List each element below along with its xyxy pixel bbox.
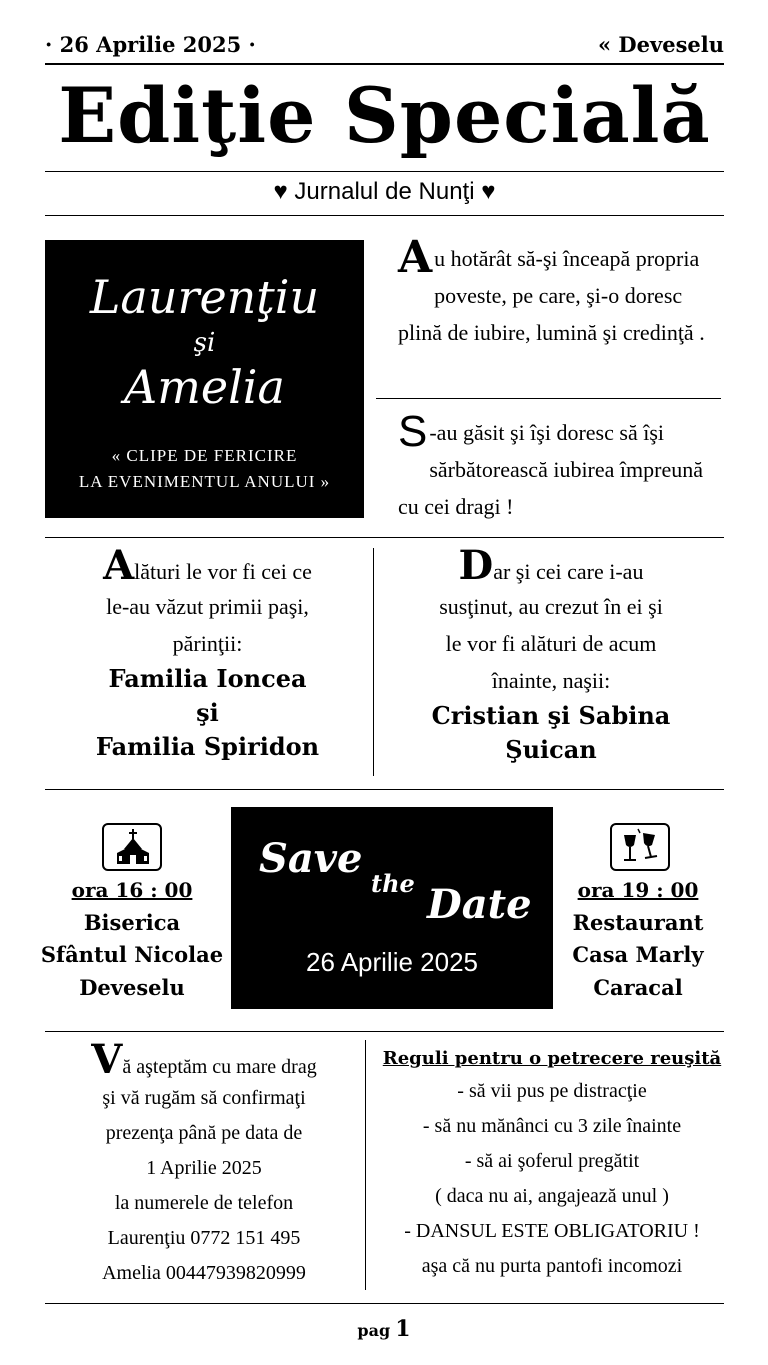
story-text-1: u hotărât să-şi înceapă propria poveste, pe care, şi-o doresc plină de iubire, lumină şi credinţă .: [398, 246, 705, 345]
couple-conjunction: şi: [193, 328, 216, 358]
section-vertical-rule: [373, 548, 374, 776]
rules-item: - să ai şoferul pregătit: [464, 1150, 640, 1172]
church-icon: [102, 823, 162, 871]
story-text-2: -au găsit şi îşi doresc să îşi sărbătorească iubirea împreună cu cei dragi !: [398, 420, 703, 519]
parents-name-2: Familia Spiridon: [95, 732, 320, 761]
rsvp-phone-2: Amelia 00447939820999: [102, 1262, 306, 1284]
couple-box: [45, 240, 364, 518]
save-the-date-box: [231, 807, 553, 1009]
rules-title: Reguli pentru o petrecere reuşită: [382, 1048, 722, 1069]
rules-item: - să nu mănânci cu 3 zile înainte: [422, 1115, 682, 1137]
page-number: [0, 1316, 768, 1342]
drop-cap: S: [398, 407, 428, 456]
section-vertical-rule: [365, 1040, 366, 1290]
rsvp-line-3: prezenţa până pe data de: [105, 1122, 303, 1144]
story-paragraph-2: [398, 407, 718, 525]
restaurant-place-1: Restaurant: [572, 910, 704, 935]
subtitle-rule: [45, 215, 724, 216]
save-the-date-date: 26 Aprilie 2025: [305, 947, 479, 977]
godparents-name-1: Cristian şi Sabina: [431, 701, 671, 730]
rsvp-line-4: 1 Aprilie 2025: [146, 1157, 262, 1179]
wine-glasses-icon: [610, 823, 670, 871]
rules-item: - să vii pus pe distracţie: [457, 1080, 647, 1102]
section-rule-1: [45, 537, 724, 538]
godparents-line-4: înainte, naşii:: [491, 668, 611, 693]
rsvp-line-2: şi vă rugăm să confirmaţi: [102, 1087, 306, 1109]
parents-section: [45, 542, 370, 764]
parents-and: şi: [196, 698, 219, 727]
page-number-value: 1: [395, 1316, 411, 1342]
header-top-rule: [45, 63, 724, 65]
church-place-1: Biserica: [83, 910, 181, 935]
godparents-name-2: Şuican: [505, 735, 597, 764]
page-subtitle: ♥ Jurnalul de Nunţi ♥: [273, 178, 496, 205]
title-rule: [45, 171, 724, 172]
story-paragraph-1: [398, 232, 718, 351]
restaurant-place-2: Casa Marly: [572, 942, 704, 967]
godparents-line-3: le vor fi alături de acum: [445, 631, 657, 656]
couple-name-1: Laurenţiu: [89, 270, 320, 324]
parents-line-3: părinţii:: [172, 631, 243, 656]
drop-cap: D: [458, 542, 494, 589]
rsvp-section: [45, 1036, 363, 1291]
save-word: Save: [259, 835, 363, 882]
rules-section: [372, 1044, 732, 1284]
church-place-3: Deveselu: [79, 975, 185, 1000]
couple-tagline-1: « CLIPE DE FERICIRE: [111, 446, 298, 465]
godparents-line-1: Dar şi cei care i-au: [458, 542, 644, 589]
page-label: pag: [357, 1321, 391, 1340]
couple-tagline-2: LA EVENIMENTUL ANULUI »: [78, 472, 331, 491]
restaurant-place-3: Caracal: [593, 975, 683, 1000]
header-location: « Deveselu: [598, 32, 724, 57]
godparents-section: [378, 542, 724, 767]
rules-item: - DANSUL ESTE OBLIGATORIU !: [404, 1220, 700, 1242]
couple-name-2: Amelia: [124, 360, 285, 414]
rules-item: ( daca nu ai, angajează unul ): [435, 1185, 669, 1207]
church-place-2: Sfântul Nicolae: [40, 942, 224, 967]
date-word: Date: [427, 881, 532, 928]
header-date: · 26 Aprilie 2025 ·: [45, 32, 256, 57]
rules-item: aşa că nu purta pantofi incomozi: [421, 1255, 683, 1277]
restaurant-time: ora 19 : 00: [577, 878, 699, 902]
rsvp-phone-1: Laurenţiu 0772 151 495: [107, 1227, 301, 1249]
the-word: the: [371, 869, 415, 898]
story-divider: [376, 398, 721, 399]
godparents-line-2: susţinut, au crezut în ei şi: [439, 594, 663, 619]
church-time: ora 16 : 00: [71, 878, 193, 902]
section-rule-2: [45, 789, 724, 790]
drop-cap: A: [103, 542, 135, 589]
parents-name-1: Familia Ioncea: [108, 664, 307, 693]
page-title: Ediţie Specială: [58, 71, 711, 160]
section-rule-3: [45, 1031, 724, 1032]
rsvp-line-1: Vă aşteptăm cu mare drag: [91, 1036, 317, 1083]
drop-cap: V: [91, 1036, 123, 1083]
parents-line-1: Alături le vor fi cei ce: [103, 542, 312, 589]
footer-rule: [45, 1303, 724, 1304]
parents-line-2: le-au văzut primii paşi,: [106, 594, 309, 619]
drop-cap: A: [398, 232, 433, 283]
rsvp-line-5: la numerele de telefon: [114, 1192, 294, 1214]
